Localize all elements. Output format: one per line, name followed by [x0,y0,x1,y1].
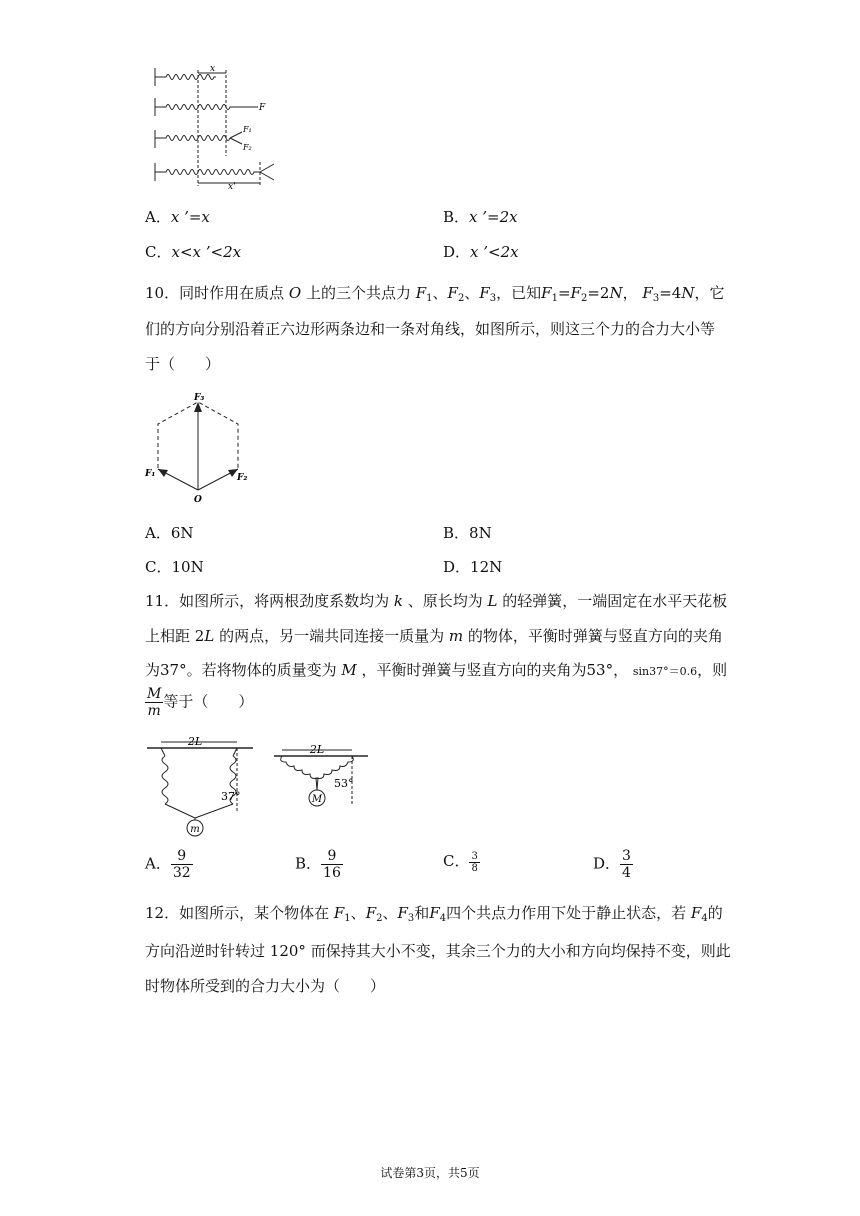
q12-line3: 时物体所受到的合力大小为（ ） [145,977,386,995]
q11-left-mass-label: m [190,824,200,835]
q10-option-d[interactable]: D．12N [443,558,503,576]
q11-left-span-label: 2L [187,735,203,748]
q11-option-a[interactable]: A． $\frac{9}{32}$ [145,848,191,881]
q11-line4: $\frac{M}{m}$ 等于（ ） [147,686,254,719]
q11-left-angle-label: 37° [221,790,241,803]
q9-option-c[interactable]: C．x<x ’<2x [145,243,242,261]
q11-line2: 上相距 2L 的两点，另一端共同连接一质量为 m 的物体，平衡时弹簧与竖直方向的夹角 [145,627,723,645]
q9-label-f1: F₁ [243,125,252,134]
q10-option-a[interactable]: A．6N [145,524,194,542]
q11-option-b[interactable]: B． $\frac{9}{16}$ [295,848,341,881]
q9-label-x-prime: x' [228,182,236,190]
q11-right-span-label: 2L [309,743,325,756]
q9-spring-figure [150,66,290,190]
q11-option-d[interactable]: D． $\frac{3}{4}$ [593,848,631,881]
q10-line1: 10．同时作用在质点 O 上的三个共点力 $F_1$、$F_2$、$F_3$，已知$F_1=F_2=2N$， $F_3=4N$，它 [145,284,725,304]
q10-line2: 们的方向分别沿着正六边形两条边和一条对角线，如图所示，则这三个力的合力大小等 [145,320,716,338]
q10-label-o: O [194,495,202,505]
q11-left-figure [145,732,255,838]
q12-line1: 12．如图所示，某个物体在 $F_1$、$F_2$、$F_3$和$F_4$四个共点力作用下处于静止状态，若 $F_4$的 [145,904,723,924]
q9-option-a[interactable]: A．x ’=x [145,208,210,226]
q10-label-f3: F₃ [194,393,205,403]
q9-label-f: F [259,103,266,113]
q9-label-x: x [210,66,216,74]
q10-line3: 于（ ） [145,355,221,373]
q10-label-f1: F₁ [145,469,156,479]
q11-right-figure [272,740,372,820]
q11-right-angle-label: 53° [334,777,354,790]
q9-label-f2: F₂ [243,143,252,152]
q9-option-d[interactable]: D．x ’<2x [443,243,519,261]
q11-line1: 11．如图所示，将两根劲度系数均为 k 、原长均为 L 的轻弹簧，一端固定在水平天花板 [145,592,728,610]
q11-option-c[interactable]: C． $\frac{3}{8}$ [443,850,478,874]
q10-option-b[interactable]: B．8N [443,524,492,542]
q11-line3: 为37°。若将物体的质量变为 M ，平衡时弹簧与竖直方向的夹角为53°， sin37°＝0.6，则 [145,661,728,679]
q9-option-b[interactable]: B．x ’=2x [443,208,518,226]
q12-line2: 方向沿逆时针转过 120° 而保持其大小不变，其余三个力的大小和方向均保持不变，则此 [145,942,731,960]
q11-right-mass-label: M [311,794,323,805]
q10-label-f2: F₂ [237,473,248,483]
q10-hexagon-figure [140,390,260,508]
page-footer: 试卷第3页，共5页 [380,1166,480,1180]
q10-option-c[interactable]: C．10N [145,558,204,576]
